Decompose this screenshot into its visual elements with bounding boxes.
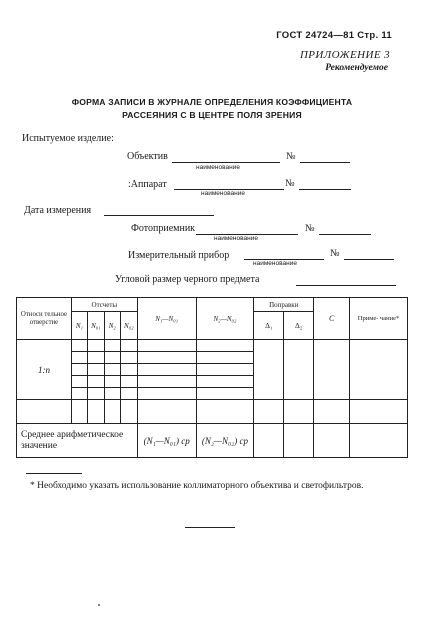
col-diff1: N₁—N₀₁: [137, 298, 196, 340]
appendix-subtitle: Рекомендуемое: [325, 63, 388, 73]
apparatus-name-hint: наименование: [201, 190, 245, 197]
form-title-line1: ФОРМА ЗАПИСИ В ЖУРНАЛЕ ОПРЕДЕЛЕНИЯ КОЭФФИЦИЕНТА: [71, 97, 353, 107]
objective-name-line: [172, 162, 280, 163]
meter-name-hint: наименование: [253, 260, 297, 267]
col-corrections: Поправки: [254, 298, 314, 312]
mean-diff1: (N₁—N₀₁) ср: [137, 424, 196, 458]
end-rule: [185, 527, 235, 528]
objective-number-line: [300, 162, 350, 163]
col-note: Приме- чание*: [350, 298, 408, 340]
photoreceiver-number-sign: №: [305, 223, 315, 234]
footnote-text: * Необходимо указать использование коллиматорного объектива и светофильтров.: [30, 481, 364, 491]
results-table: [16, 297, 408, 458]
row-ratio: 1:n: [17, 340, 72, 400]
objective-number-sign: №: [286, 151, 296, 162]
measure-date-label: Дата измерения: [24, 205, 92, 216]
measure-date-line: [104, 215, 214, 216]
meter-number-sign: №: [330, 248, 340, 259]
col-diff2: N₂—N₀₂: [196, 298, 254, 340]
apparatus-label: :Аппарат: [128, 179, 167, 190]
col-n2: N₂: [104, 312, 120, 340]
angular-size-label: Угловой размер черного предмета: [115, 274, 260, 285]
photoreceiver-name-hint: наименование: [214, 235, 258, 242]
meter-label: Измерительный прибор: [128, 250, 230, 261]
page-speck: [98, 604, 100, 606]
col-n02: N₀₂: [120, 312, 137, 340]
meter-number-line: [344, 259, 394, 260]
col-delta2: Δ₂: [284, 312, 314, 340]
form-title-line2: РАССЕЯНИЯ С В ЦЕНТРЕ ПОЛЯ ЗРЕНИЯ: [122, 110, 302, 120]
tested-item-label: Испытуемое изделие:: [22, 133, 114, 144]
col-n01: N₀₁: [87, 312, 104, 340]
appendix-title: ПРИЛОЖЕНИЕ 3: [299, 49, 390, 61]
col-c: C: [314, 298, 350, 340]
col-relative-aperture: Относи тельное отверстие: [17, 298, 72, 340]
page-header: ГОСТ 24724—81 Стр. 11: [276, 30, 392, 41]
angular-size-line: [296, 285, 396, 286]
photoreceiver-number-line: [319, 234, 371, 235]
mean-diff2: (N₂—N₀₂) ср: [196, 424, 254, 458]
objective-label: Объектив: [127, 151, 168, 162]
photoreceiver-label: Фотоприемник: [131, 223, 196, 234]
footnote-rule: [26, 473, 82, 474]
apparatus-number-line: [299, 189, 351, 190]
row-mean-label: Среднее арифметическое значение: [17, 424, 138, 458]
col-delta1: Δ₁: [254, 312, 284, 340]
apparatus-number-sign: №: [285, 178, 295, 189]
col-n1: N₁: [71, 312, 87, 340]
objective-name-hint: наименование: [196, 164, 240, 171]
col-readings: Отсчеты: [71, 298, 137, 312]
